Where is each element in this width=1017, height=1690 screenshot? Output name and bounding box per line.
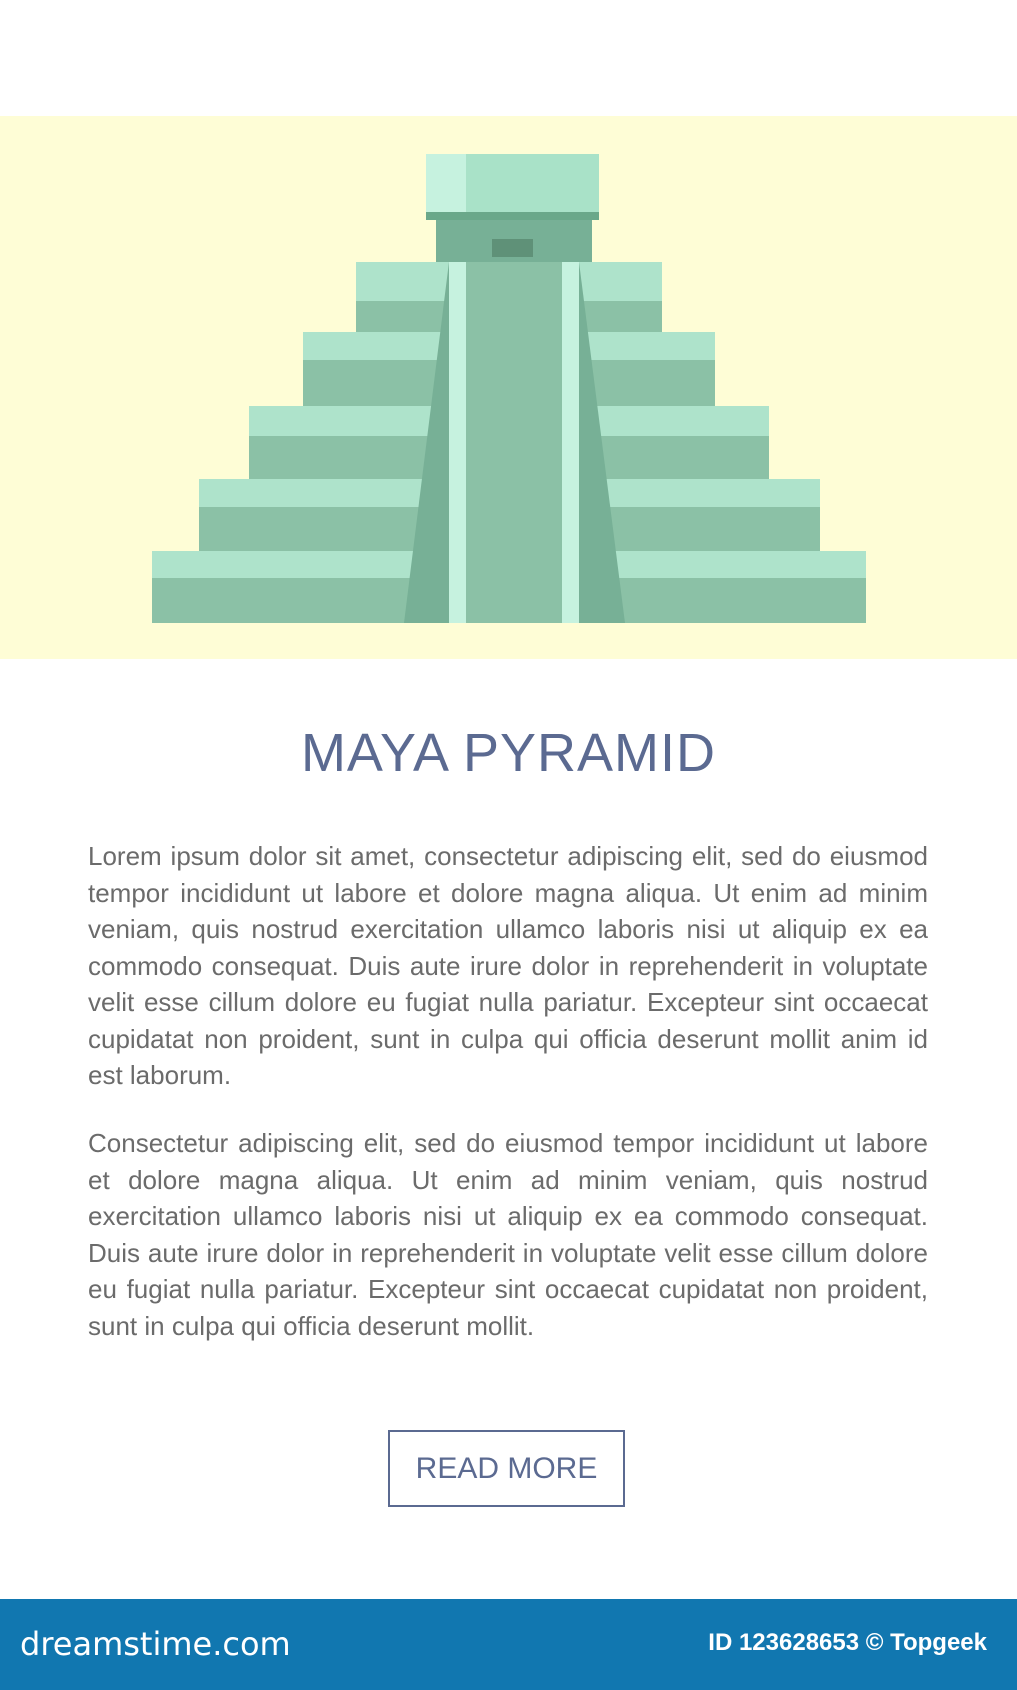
- image-credit: ID 123628653 © Topgeek: [708, 1629, 987, 1656]
- temple-window: [492, 239, 533, 257]
- body-paragraph: Consectetur adipiscing elit, sed do eiusmod tempor incididunt ut labore et dolore magna aliqua. Ut enim ad minim veniam, quis nostrud exercitation ullamco laboris nisi ut aliquip ex ea commodo consequat. Duis aute irure dolor in reprehenderit in voluptate velit esse cillum dolore eu fugiat nulla pariatur. Excepteur sint occaecat cupidatat non proident, sunt in culpa qui officia deserunt mollit.: [88, 1128, 928, 1341]
- dreamstime-logo[interactable]: dreamstime.com: [20, 1625, 291, 1663]
- page-title: MAYA PYRAMID: [300, 723, 717, 783]
- read-more-button[interactable]: READ MORE: [388, 1430, 625, 1507]
- footer-bar: [0, 1599, 1017, 1690]
- maya-pyramid-illustration: [0, 0, 1017, 660]
- body-paragraph: Lorem ipsum dolor sit amet, consectetur adipiscing elit, sed do eiusmod tempor incididunt ut labore et dolore magna aliqua. Ut enim ad minim veniam, quis nostrud exercitation ullamco laboris nisi ut aliquip ex ea commodo consequat. Duis aute irure dolor in reprehenderit in voluptate velit esse cillum dolore eu fugiat nulla pariatur. Excepteur sint occaecat cupidatat non proident, sunt in culpa qui officia deserunt mollit anim id est laborum.: [88, 841, 928, 1090]
